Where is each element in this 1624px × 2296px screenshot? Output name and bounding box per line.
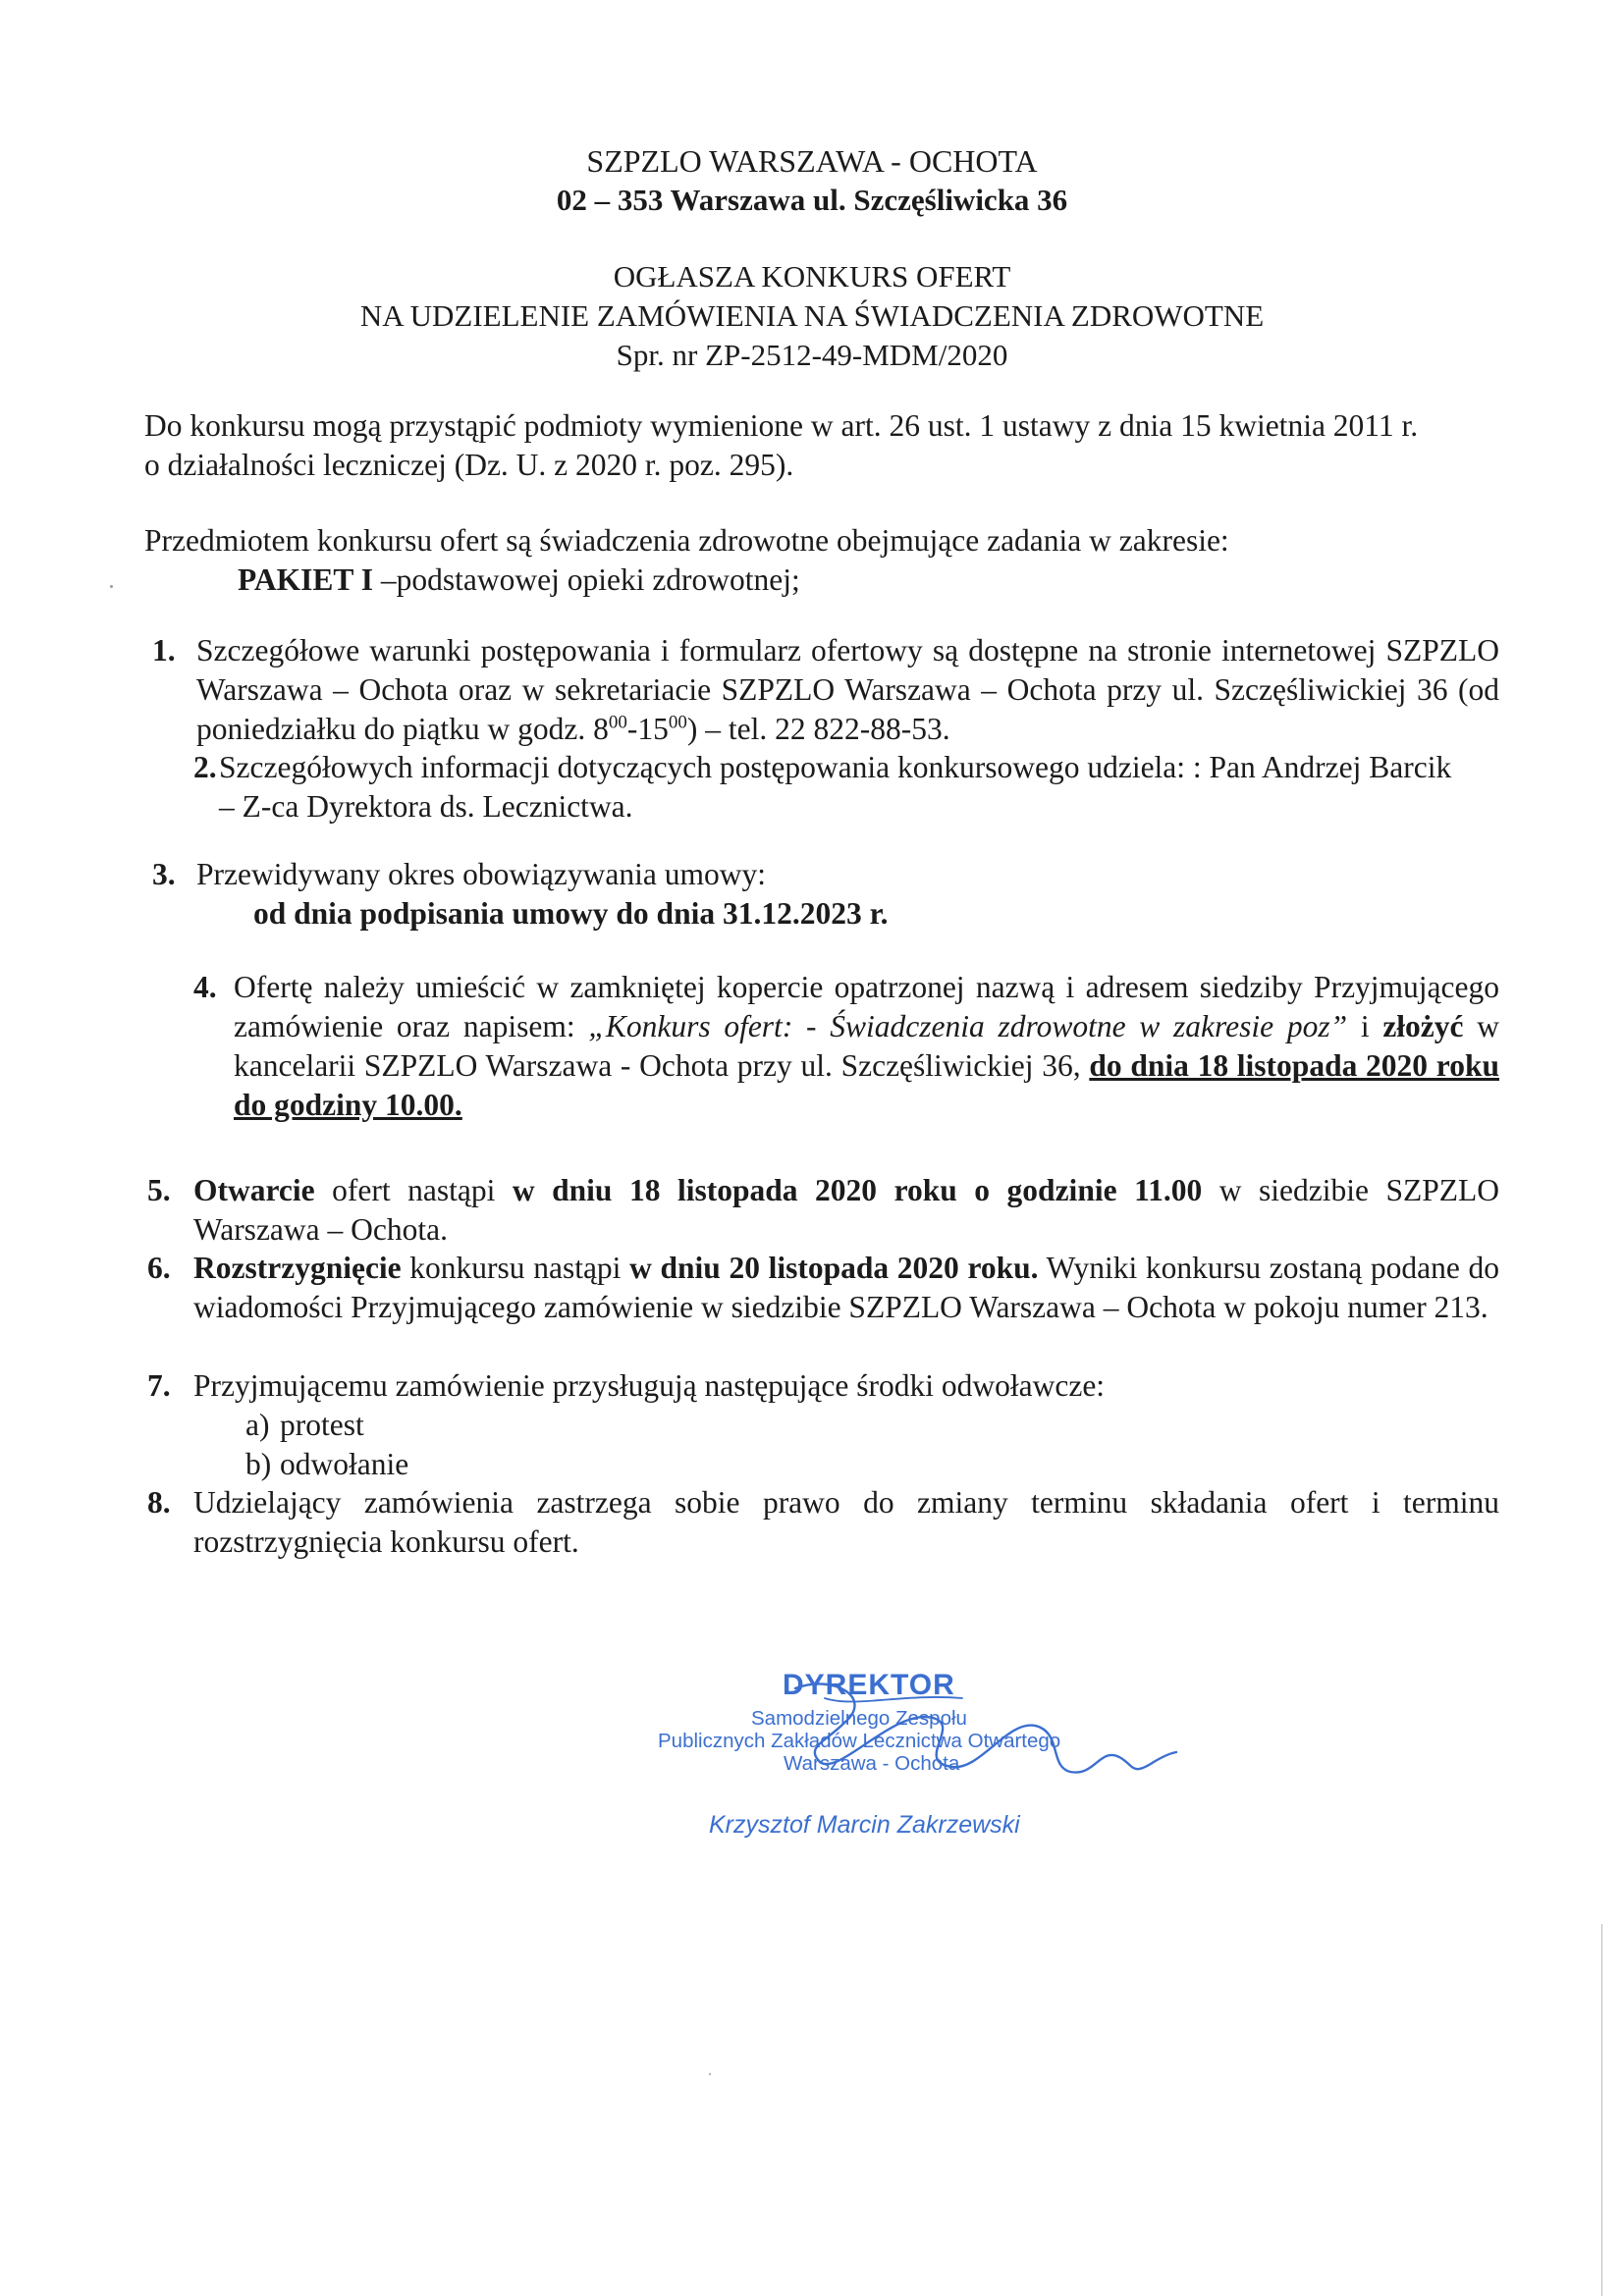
item-text: Udzielający zamówienia zastrzega sobie prawo do zmiany terminu składania ofert i terminu rozstrzygnięcia konkursu ofert. bbox=[193, 1485, 1499, 1559]
item-text: Szczegółowe warunki postępowania i formularz ofertowy są dostępne na stronie internetowej SZPZLO Warszawa – Ochota oraz w sekretariacie SZPZLO Warszawa – Ochota przy ul. Szczęśliwickiej 36 (od poniedziałku do piątku w godz. $8^{00}-15^{00}$) – tel. 22 822-88-53. bbox=[196, 633, 1499, 746]
item-text: Przewidywany okres obowiązywania umowy: bbox=[196, 857, 766, 891]
numbered-item-3 bbox=[142, 855, 1499, 934]
announcement-title-line-1: OGŁASZA KONKURS OFERT bbox=[613, 259, 1011, 294]
list-item: a) protest bbox=[245, 1407, 364, 1442]
scan-edge-line bbox=[1601, 1924, 1602, 2296]
numbered-item-4 bbox=[142, 968, 1499, 1124]
numbered-item-1 bbox=[142, 631, 1499, 749]
item-number: 4. bbox=[193, 970, 217, 1004]
announcement-title-line-2: NA UDZIELENIE ZAMÓWIENIA NA ŚWIADCZENIA ZDROWOTNE bbox=[359, 298, 1265, 333]
numbered-item-8 bbox=[142, 1483, 1499, 1562]
submission-deadline: do dnia 18 listopada 2020 roku do godziny 10.00. bbox=[234, 1047, 1499, 1122]
package-name: PAKIET I bbox=[238, 561, 373, 597]
list-item: b) odwołanie bbox=[245, 1446, 409, 1481]
item-number: 7. bbox=[147, 1368, 171, 1403]
stamp-line: Warszawa - Ochota bbox=[784, 1752, 960, 1775]
stamp-line: Samodzielnego Zespołu bbox=[751, 1707, 967, 1730]
numbered-item-5 bbox=[142, 1171, 1499, 1250]
item-text: Ofertę należy umieścić w zamkniętej kopercie opatrzonej nazwą i adresem siedziby Przyjmującego zamówienie oraz napisem: „Konkurs ofert: - Świadczenia zdrowotne w zakresie poz” i złożyć w kancelarii SZPZLO Warszawa - Ochota przy ul. Szczęśliwickiej 36, do dnia 18 listopada 2020 roku do godziny 10.00. bbox=[234, 970, 1499, 1122]
opening-date: w dniu 18 listopada 2020 roku o godzinie 11.00 bbox=[512, 1173, 1203, 1207]
item-number: 5. bbox=[147, 1173, 171, 1207]
envelope-label: „Konkurs ofert: - Świadczenia zdrowotne w zakresie poz” bbox=[588, 1008, 1348, 1043]
intro-line-2: o działalności leczniczej (Dz. U. z 2020 r. poz. 295). bbox=[144, 447, 794, 482]
hour-superscript: 00 bbox=[608, 712, 627, 733]
decision-date: w dniu 20 listopada 2020 roku. bbox=[629, 1251, 1039, 1285]
document-header bbox=[0, 141, 1624, 375]
item-number: 3. bbox=[152, 857, 176, 891]
subject-line: Przedmiotem konkursu ofert są świadczenia zdrowotne obejmujące zadania w zakresie: bbox=[144, 523, 1229, 558]
item-text: Rozstrzygnięcie konkursu nastąpi w dniu 20 listopada 2020 roku. Wyniki konkursu zostaną podane do wiadomości Przyjmującego zamówienie w siedzibie SZPZLO Warszawa – Ochota w pokoju numer 213. bbox=[193, 1251, 1499, 1324]
numbered-item-2 bbox=[142, 748, 1499, 827]
numbered-item-7 bbox=[142, 1366, 1499, 1484]
package-description: –podstawowej opieki zdrowotnej; bbox=[373, 561, 800, 597]
intro-paragraph bbox=[144, 406, 1497, 485]
case-reference: Spr. nr ZP-2512-49-MDM/2020 bbox=[616, 338, 1008, 372]
stamp-title: DYREKTOR bbox=[783, 1669, 955, 1701]
contract-period: od dnia podpisania umowy do dnia 31.12.2023 r. bbox=[253, 895, 889, 931]
director-name: Krzysztof Marcin Zakrzewski bbox=[709, 1811, 1020, 1839]
organization-address: 02 – 353 Warszawa ul. Szczęśliwicka 36 bbox=[556, 183, 1068, 217]
subject-paragraph bbox=[144, 521, 1497, 600]
package-line bbox=[238, 561, 1497, 600]
numbered-item-6 bbox=[142, 1249, 1499, 1327]
item-number: 8. bbox=[147, 1485, 171, 1520]
item-text: Przyjmującemu zamówienie przysługują następujące środki odwoławcze: bbox=[193, 1368, 1106, 1403]
item-text: Otwarcie ofert nastąpi w dniu 18 listopada 2020 roku o godzinie 11.00 w siedzibie SZPZLO Warszawa – Ochota. bbox=[193, 1173, 1500, 1247]
item-number: 2. bbox=[193, 750, 217, 784]
scan-speck bbox=[110, 585, 113, 588]
organization-name: SZPZLO WARSZAWA - OCHOTA bbox=[586, 143, 1038, 179]
item-number: 6. bbox=[147, 1251, 171, 1285]
appeal-means-list bbox=[193, 1406, 1499, 1484]
item-number: 1. bbox=[152, 633, 176, 667]
stamp-line: Publicznych Zakładów Lecznictwa Otwartego bbox=[658, 1730, 1061, 1752]
scan-speck bbox=[709, 2073, 711, 2075]
hour-superscript: 00 bbox=[668, 712, 687, 733]
item-text: Szczegółowych informacji dotyczących postępowania konkursowego udziela: : Pan Andrzej Barcik – Z-ca Dyrektora ds. Lecznictwa. bbox=[219, 750, 1452, 824]
intro-line-1: Do konkursu mogą przystąpić podmioty wymienione w art. 26 ust. 1 ustawy z dnia 15 kwietnia 2011 r. bbox=[144, 408, 1419, 443]
handwritten-signature bbox=[766, 1669, 1178, 1816]
